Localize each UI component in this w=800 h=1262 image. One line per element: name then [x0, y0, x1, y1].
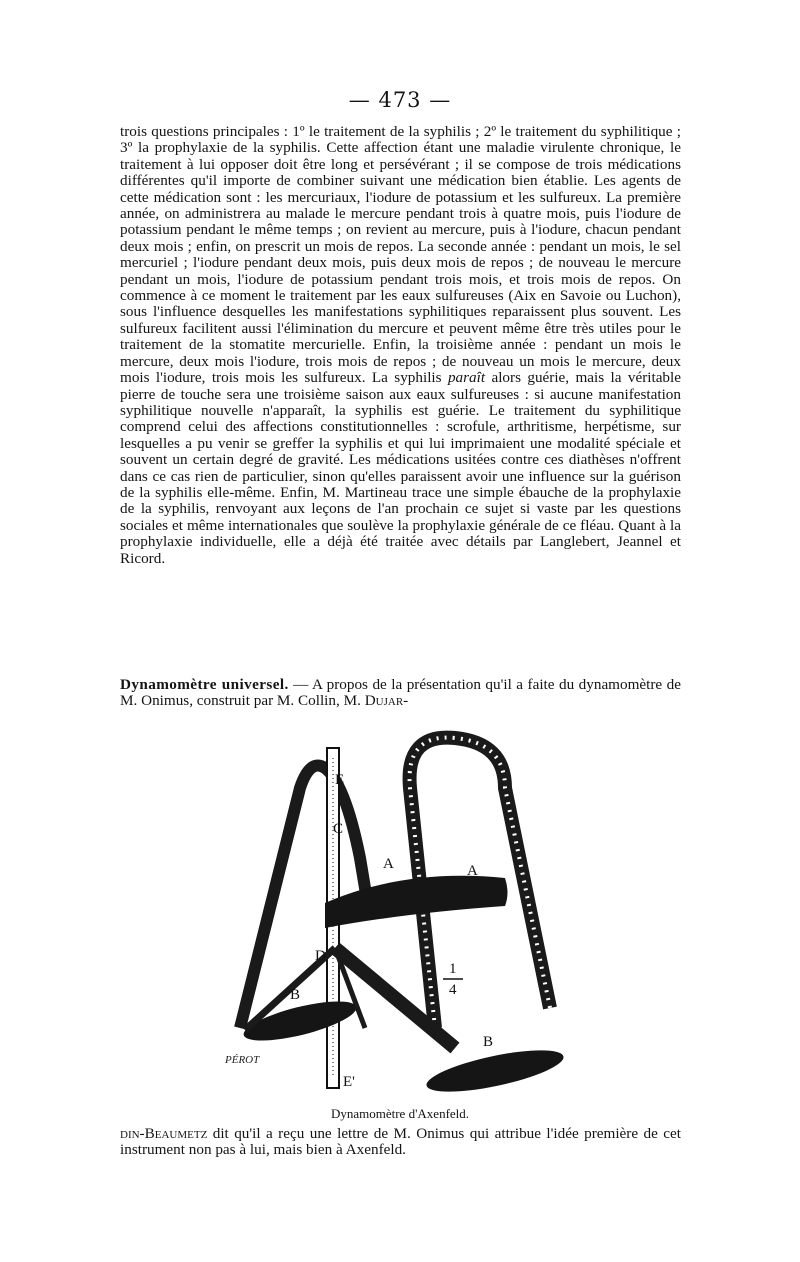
page-number: — 473 — — [348, 88, 452, 112]
paragraph-text: trois questions principales : 1º le traitement de la syphilis ; 2º le traitement du syphilitique ; 3º la prophylaxie de la syphilis. Cette affection étant une maladie virulente chronique, le traitement à lui opposer doit être long et persévérant ; il se compose de trois médications différentes qu'il importe de combiner suivant une médication bien établie. Les agents de cette médication sont : les mercuriaux, l'iodure de potassium et les sulfureux. La première année, on administrera au malade le mercure pendant trois à quatre mois, puis l'iodure de potassium pendant le même temps ; on revient au mercure, puis à l'iodure, chacun pendant deux mois ; enfin, on prescrit un mois de repos. La seconde année : pendant un mois, le sel mercuriel ; l'iodure pendant deux mois, puis deux mois de repos ; de nouveau le mercure pendant un mois, l'iodure de potassium pendant trois mois, et trois mois de repos. On commence à ce moment le traitement par les eaux sulfureuses (Aix en Savoie ou Luchon), sous l'influence desquelles les manifestations syphilitiques reparaissent plus souvent. Les sulfureux facilitent aussi l'élimination du mercure et peuvent même être très utiles pour le traitement de la stomatite mercurielle. Enfin, la troisième année : pendant un mois le mercure, deux mois l'iodure, trois mois de repos ; de nouveau un mois le mercure, deux mois l'iodure, trois mois les sulfureux. La syphilis — [120, 123, 681, 387]
figure-caption: Dynamomètre d'Axenfeld. — [330, 1106, 470, 1121]
dynamometer-illustration — [205, 728, 605, 1104]
maker-mark: MATHIEU — [380, 926, 425, 977]
lower-right-handle — [423, 1042, 566, 1100]
label-d: D — [315, 948, 326, 964]
label-e-bottom: E' — [343, 1074, 355, 1090]
label-b-left: B — [290, 987, 301, 1003]
paragraph-dynamometre-continued — [120, 1126, 681, 1159]
section-lead-in: Dynamomètre universel. — [120, 676, 289, 693]
label-a-right: A — [467, 863, 478, 879]
paragraph-intro: — A propos de la présentation qu'il a faite du dynamomètre de M. Onimus, construit par M. Collin, M. — [120, 676, 681, 710]
author-name-start: Dujar- — [364, 692, 409, 710]
paragraph-text-end: alors guérie, mais la véritable pierre de touche sera une troisième saison aux eaux sulfureuses : si aucune manifestation syphilitique nouvelle n'apparaît, la syphilis est guérie. Le traitement du syphilitique comprend celui des affections constitutionnelles : scrofule, arthritisme, herpétisme, sur lesquelles a pu venir se greffer la syphilis et qui lui imprimaient une modalité spéciale et souvent un certain degré de gravité. Les médications usitées contre ces diathèses n'offrent dans ce cas rien de particulier, sinon qu'elles paraissent avoir une influence sur la guérison de la syphilis elle-même. Enfin, M. Martineau trace une simple ébauche de la prophylaxie de la syphilis, renvoyant aux leçons de l'an prochain ce sujet si vaste par les questions sociales et même internationales que soulève la prophylaxie générale de ce fléau. Quant à la prophylaxie individuelle, elle a déjà été traitée avec détails par Langlebert, Jeannel et Ricord. — [120, 369, 681, 567]
upper-handle — [325, 876, 508, 928]
label-b-right: B — [483, 1034, 494, 1050]
fraction-numerator: 1 — [449, 961, 457, 977]
author-name-end: din-Beaumetz — [120, 1125, 208, 1142]
fraction-denominator: 4 — [449, 982, 457, 998]
label-e-top: E — [335, 772, 345, 788]
engraver-signature: PÉROT — [225, 1054, 260, 1066]
dynamometer-figure — [205, 728, 605, 1104]
paragraph-end: dit qu'il a reçu une lettre de M. Onimus qui attribue l'idée première de cet instrument non pas à lui, mais bien à Axenfeld. — [120, 1125, 681, 1159]
label-a-left: A — [383, 856, 394, 872]
paragraph-syphilis-treatment — [120, 124, 681, 567]
paragraph-dynamometre — [120, 677, 681, 710]
label-c: C — [333, 821, 344, 837]
italic-word: paraît — [447, 369, 486, 387]
